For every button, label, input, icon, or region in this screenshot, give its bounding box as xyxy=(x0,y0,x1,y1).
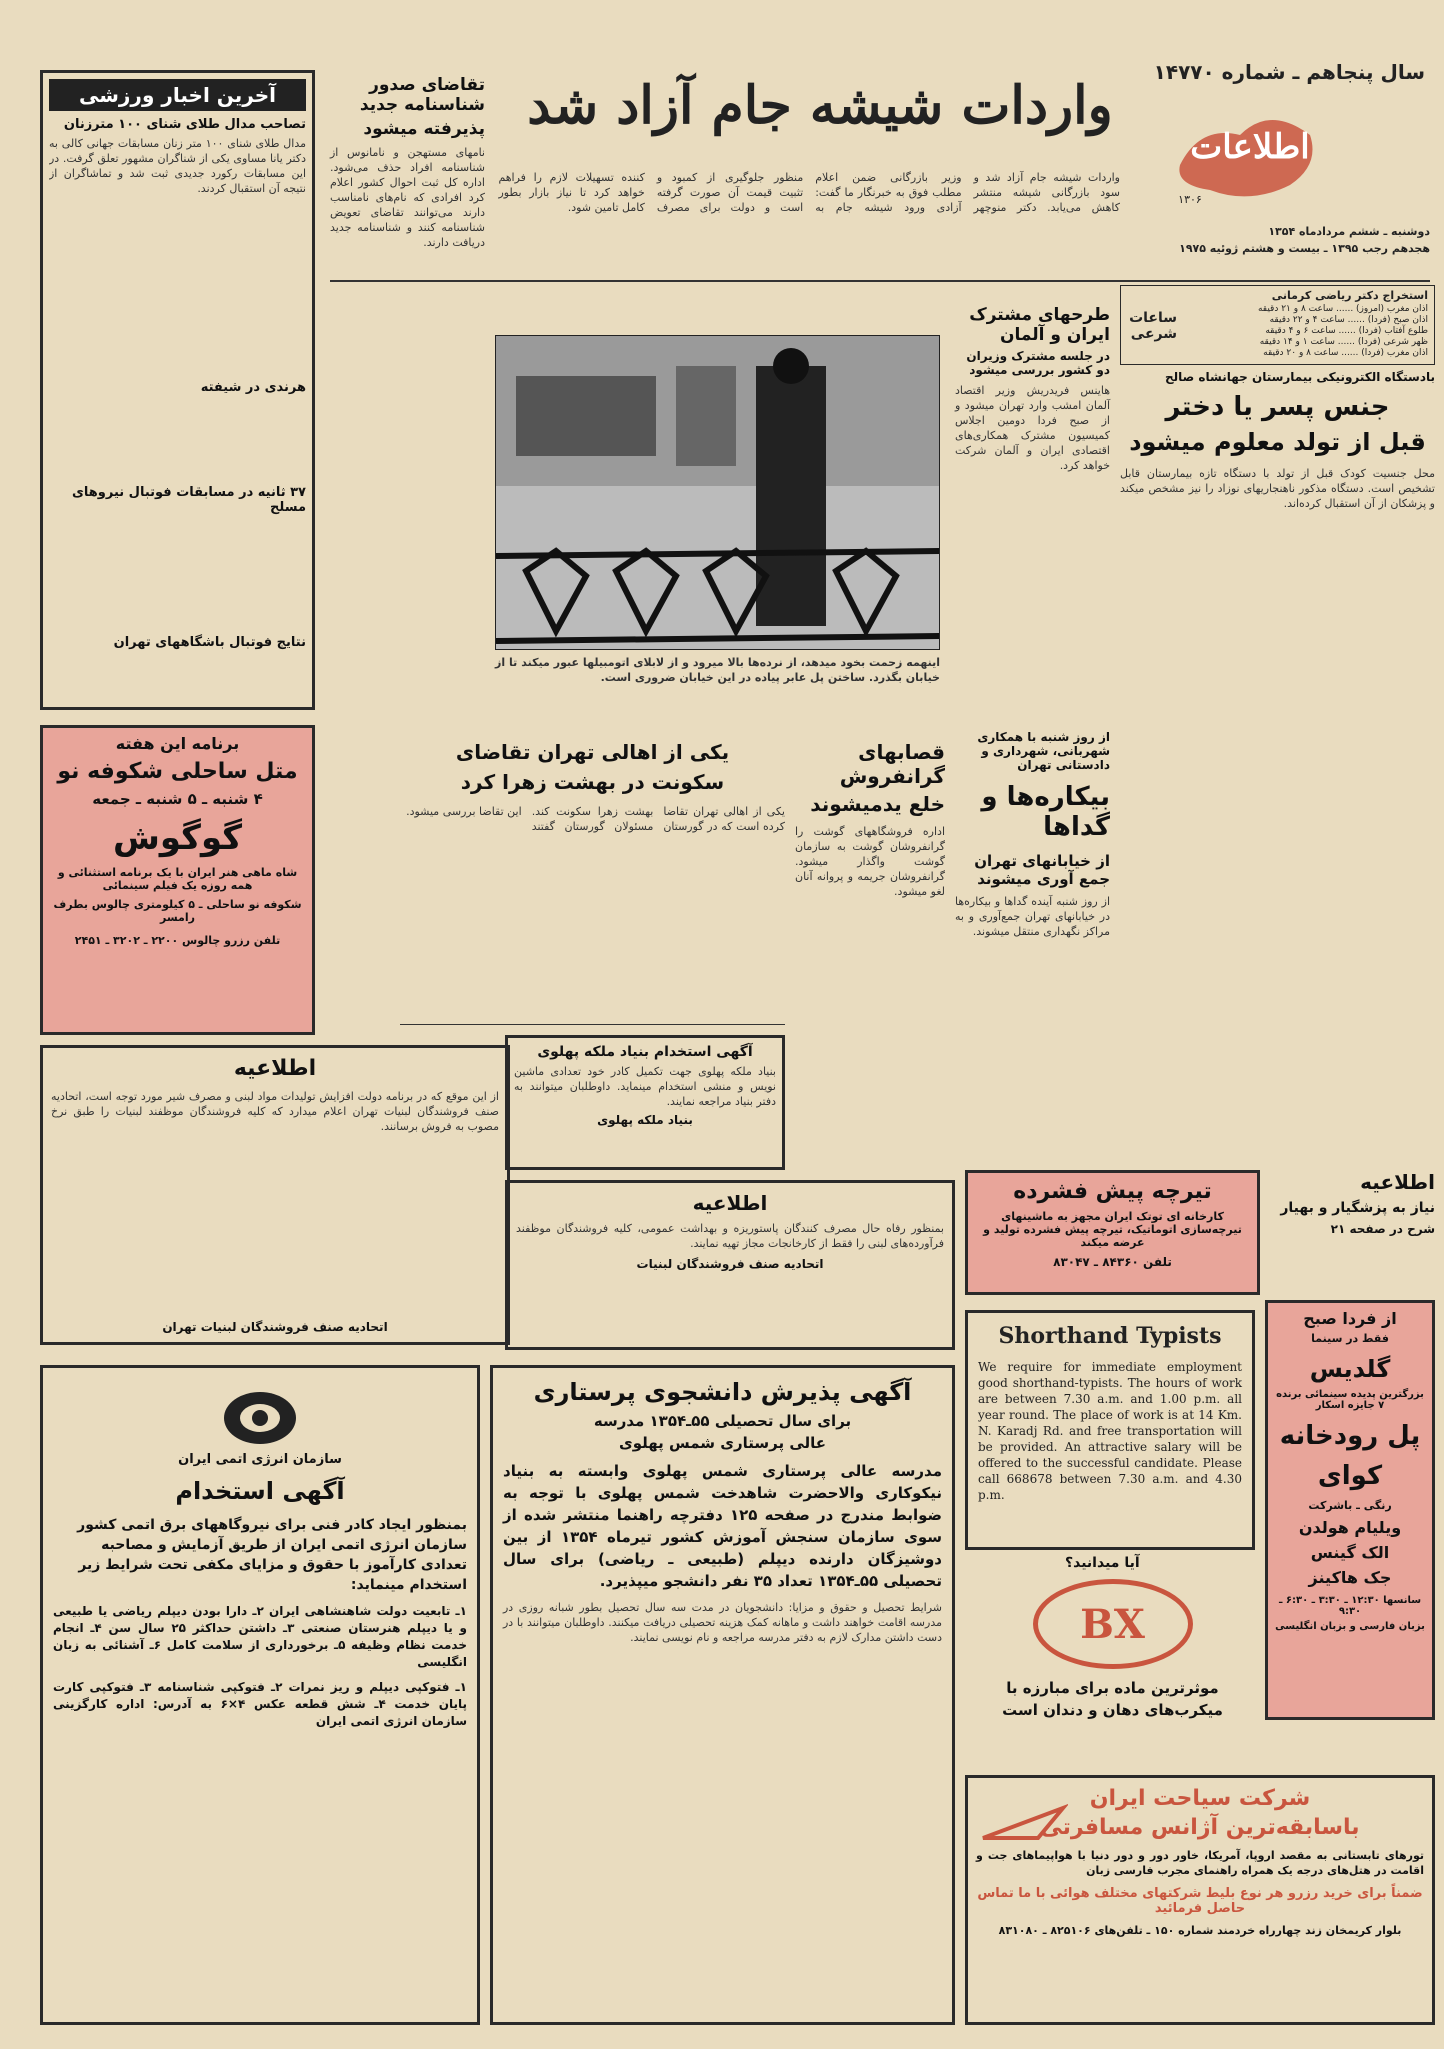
cinema-cast-3: جک هاکینز xyxy=(1308,1568,1392,1587)
program-ad xyxy=(40,725,315,1035)
beggars-article xyxy=(955,730,1110,1170)
butchers-title-2: خلع یدمیشوند xyxy=(810,792,945,816)
prayer-row: اذان مغرب (امروز) ...... ساعت ۸ و ۲۱ دقیقه xyxy=(1257,304,1428,314)
logo-year: ۱۳۰۶ xyxy=(1178,193,1202,206)
passport-subtitle: پذیرفته میشود xyxy=(363,119,485,139)
pahlavi-ad-body: بنیاد ملکه پهلوی جهت تکمیل کادر خود تعدادی ماشین نویس و منشی استخدام مینماید. داوطلبان میتوانند به دفتر بنیاد مراجعه نمایند. xyxy=(514,1065,776,1108)
cinema-cast-1: ویلیام هولدن xyxy=(1298,1518,1402,1537)
cinema-sub: فقط در سینما xyxy=(1311,1332,1389,1345)
main-headline: واردات شیشه جام آزاد شد xyxy=(527,75,1113,136)
gender-title: جنس پسر یا دختر xyxy=(1165,392,1390,422)
prayer-row: اذان مغرب (فردا) ...... ساعت ۸ و ۲۰ دقیقه xyxy=(1263,348,1428,358)
travel-ad xyxy=(965,1775,1435,2025)
iran-germany-body: هاینس فریدریش وزیر اقتصاد آلمان امشب وارد تهران میشود و از صبح فردا دومین اجلاس کمیسیون مشترک همکاری‌های اقتصادی ایران و آلمان شرکت خواهد کرد. xyxy=(955,384,1110,472)
pahlavi-ad xyxy=(505,1035,785,1170)
nursing-body: شرایط تحصیل و حقوق و مزایا: دانشجویان در مدت سه سال تحصیل بطور شبانه روزی در مدرسه اقامت خواهند داشت و ماهانه کمک هزینه تحصیلی دریافت میکنند. داوطلبان میتوانند با در دست داشتن مدارک لازم به دفتر مدرسه مراجعه و نام نویسی نمایند. xyxy=(503,1601,942,1644)
notice-pasteurized-title: اطلاعیه xyxy=(692,1191,768,1215)
sports-headline-4: نتایج فوتبال باشگاههای تهران xyxy=(113,635,306,650)
travel-address: بلوار کریمخان زند چهارراه خردمند شماره ۱۵۰ ـ تلفن‌های ۸۲۵۱۰۶ ـ ۸۳۱۰۸۰ xyxy=(998,1924,1402,1937)
shorthand-body: We require for immediate employment good shorthand-typists. The hours of work are between 7.30 a.m. and 1.00 p.m. all year round. The place of work is at 14 Km. N. Karadj Rd. and free transportation will be provided. An attractive salary will be offered to the successful candidate. Please call 668678 between 7.30 a.m. and 4.30 p.m. xyxy=(978,1360,1242,1502)
pahlavi-ad-title: آگهی استخدام بنیاد ملکه پهلوی xyxy=(537,1044,753,1060)
notice-medic-body: نیاز به پزشگیار و بهیار xyxy=(1280,1200,1435,1216)
cinema-ad xyxy=(1265,1300,1435,1720)
butchers-article xyxy=(795,740,945,1170)
prayer-times-box xyxy=(1120,285,1435,365)
cinema-top: از فردا صبح xyxy=(1303,1309,1397,1328)
program-ad-show: متل ساحلی شکوفه نو xyxy=(57,759,298,784)
tire-ad-title: تیرچه پیش فشرده xyxy=(1013,1179,1212,1204)
logo-text: اطلاعات xyxy=(1190,127,1310,167)
atomic-ad xyxy=(40,1365,480,2025)
cinema-times: سانسها ۱۲:۳۰ ـ ۳:۳۰ ـ ۶:۳۰ ـ ۹:۳۰ xyxy=(1278,1595,1422,1617)
program-ad-phones: تلفن رزرو چالوس ۲۲۰۰ ـ ۳۲۰۲ ـ ۲۴۵۱ xyxy=(74,934,281,947)
cinema-cast-2: الک گینس xyxy=(1310,1543,1390,1562)
notice-medic-title: اطلاعیه xyxy=(1360,1170,1435,1194)
atomic-logo xyxy=(53,1388,467,1452)
bx-logo-icon xyxy=(1033,1579,1193,1669)
atomic-docs: ۱ـ فتوکپی دیپلم و ریز نمرات ۲ـ فتوکپی شناسنامه ۳ـ فتوکپی کارت پایان خدمت ۴ـ شش قطعه عکس ۴×۶ به آدرس: اداره کارگزینی سازمان انرژی اتمی ایران xyxy=(53,1680,467,1728)
notice-pasteurized xyxy=(505,1180,955,1350)
bx-logo-text: BX xyxy=(1080,1600,1145,1648)
nursing-sub-2: عالی پرستاری شمس پهلوی xyxy=(618,1434,827,1452)
nursing-sub: برای سال تحصیلی ۵۵ـ۱۳۵۴ مدرسه xyxy=(593,1412,852,1430)
cinema-film: پل رودخانه xyxy=(1279,1421,1421,1451)
prayer-title: استخراج دکتر ریاضی کرمانی xyxy=(1271,289,1428,302)
passport-body: نامهای مستهجن و نامانوس از شناسنامه افراد حذف می‌شود. اداره کل ثبت احوال کشور اعلام کرد افرادی که نام‌های نامناسب دارند می‌توانند تقاضای تعویض شناسنامه کنند و شناسنامه جدید دریافت دارند. xyxy=(330,146,485,249)
gender-kicker: بادستگاه الکترونیکی بیمارستان جهانشاه صالح xyxy=(1164,370,1435,384)
sports-headline-1: تصاحب مدال طلای شنای ۱۰۰ مترزنان xyxy=(63,117,306,132)
cinema-lang: بزبان فارسی و بزبان انگلیسی xyxy=(1275,1621,1425,1632)
passport-article xyxy=(330,75,485,755)
nursing-title: آگهی پذیرش دانشجوی پرستاری xyxy=(533,1378,912,1406)
atomic-lead: بمنظور ایجاد کادر فنی برای نیروگاههای برق اتمی کشور سازمان انرژی اتمی ایران از طریق آزمایش و مصاحبه تعدادی کارآموز با حقوق و مزایای مکفی تحت شرایط زیر استخدام مینماید: xyxy=(77,1517,467,1593)
program-ad-title: برنامه این هفته xyxy=(115,734,240,753)
notice-dairy-body: از این موقع که در برنامه دولت افزایش تولیدات مواد لبنی و مصرف شیر مورد توجه است، اتحادیه صنف فروشندگان لبنیات تهران اعلام میدارد که کلیه فروشندگان موظفند لبنیات را طبق نرخ مصوب به فروش برسانند. xyxy=(51,1090,499,1133)
nursing-lead: مدرسه عالی پرستاری شمس پهلوی وابسته به بنیاد نیکوکاری والاحضرت شاهدخت شمس پهلوی با توجه به ضوابط مندرج در صفحه ۱۲۵ دفترچه راهنما منتشر شده از سوی سازمان سنجش آموزش کشور تیرماه ۱۳۵۴ از بین دوشیزگان دارنده دیپلم (طبیعی ـ ریاضی) برای سال تحصیلی ۵۵ـ۱۳۵۴ تعداد ۳۵ نفر دانشجو میپذیرد. xyxy=(503,1462,942,1590)
beggars-title: بیکاره‌ها و گداها xyxy=(981,782,1110,842)
butchers-body: اداره فروشگاههای گوشت را گرانفروشان گوشت به سازمان گوشت واگذار میشود. گرانفروشان جریمه و پروانه آنان لغو میشود. xyxy=(795,825,945,898)
cinema-color: رنگی ـ باشرکت xyxy=(1308,1499,1392,1512)
sports-box xyxy=(40,70,315,710)
travel-promo: ضمناً برای خرید رزرو هر نوع بلیط شرکتهای مختلف هوائی با ما تماس حاصل فرمائید xyxy=(977,1886,1423,1916)
airplane-icon xyxy=(978,1793,1068,1853)
prayer-row: طلوع آفتاب (فردا) ...... ساعت ۶ و ۴ دقیقه xyxy=(1265,326,1428,336)
notice-medic-ref: شرح در صفحه ۲۱ xyxy=(1330,1222,1435,1236)
photo-street-scene-icon xyxy=(496,336,940,650)
cinema-name: گلدیس xyxy=(1309,1355,1391,1383)
nursing-ad xyxy=(490,1365,955,2025)
beggars-body: از روز شنبه آینده گداها و بیکاره‌ها در خیابانهای تهران جمع‌آوری و به مراکز نگهداری منتقل میشوند. xyxy=(955,895,1110,938)
program-ad-artist: گوگوش xyxy=(112,818,243,858)
headline-lead: واردات شیشه جام آزاد شد و سود بازرگانی شیشه منتشر کاهش می‌یابد. دکتر منوچهر وزیر بازرگانی ضمن اعلام مطلب فوق به خبرنگار ما گفت: آزادی ورود شیشه جام به منظور جلوگیری از کمبود و تثبیت قیمت آن صورت گرفته است و دولت برای مصرف کننده تسهیلات لازم را فراهم خواهد کرد تا نیاز بازار بطور کامل تامین شود. xyxy=(498,171,1120,214)
gender-title-2: قبل از تولد معلوم میشود xyxy=(1129,428,1426,456)
tire-ad xyxy=(965,1170,1260,1295)
cemetery-title-2: سکونت در بهشت زهرا کرد xyxy=(460,770,725,794)
travel-body: تورهای تابستانی به مقصد اروپا، آمریکا، خاور دور و دور دنیا با هواپیماهای جت و اقامت در هتل‌های درجه یک همراه راهنمای مجرب فارسی زبان xyxy=(976,1849,1424,1877)
notice-pasteurized-body: بمنظور رفاه حال مصرف کنندگان پاستوریزه و بهداشت عمومی، کلیه فروشندگان موظفند فرآورده‌های لبنی را فقط از کارخانجات مجاز تهیه نمایند. xyxy=(516,1222,944,1250)
date-line: دوشنبه ـ ششم مردادماه ۱۳۵۴ xyxy=(1268,225,1430,238)
cinema-desc: بزرگترین پدیده سینمائی برنده ۷ جایزه اسکار xyxy=(1276,1389,1424,1411)
bx-ad xyxy=(965,1555,1260,1770)
photo-caption: اینهمه زحمت بخود میدهد، از نرده‌ها بالا میرود و از لابلای اتومبیلها عبور میکند تا از خیابان بگذرد. ساختن پل عابر پیاده در این خیابان ضروری است. xyxy=(495,656,940,684)
atomic-conditions: ۱ـ تابعیت دولت شاهنشاهی ایران ۲ـ دارا بودن دیپلم ریاضی یا طبیعی و یا دیپلم هنرستان صنعتی ۳ـ داشتن حداکثر ۲۵ سال سن ۴ـ انجام خدمت نظام وظیفه ۵ـ برخورداری از سلامت کامل ۶ـ آشنائی به زبان انگلیسی xyxy=(53,1604,467,1669)
bx-line-2: میکرب‌های دهان و دندان است xyxy=(1002,1701,1223,1719)
notice-pasteurized-sign: اتحادیه صنف فروشندگان لبنیات xyxy=(636,1257,824,1271)
cemetery-body: یکی از اهالی تهران تقاضا کرده است که در گورستان بهشت زهرا سکونت کند. مسئولان گورستان گفتند این تقاضا بررسی میشود. xyxy=(406,805,785,833)
notice-medic xyxy=(1270,1170,1435,1280)
prayer-label: ساعات شرعی xyxy=(1129,310,1177,342)
prayer-row: اذان صبح (فردا) ...... ساعت ۴ و ۲۲ دقیقه xyxy=(1269,315,1428,325)
notice-dairy xyxy=(40,1045,510,1345)
butchers-title: قصابهای گرانفروش xyxy=(839,740,945,788)
cemetery-title: یکی از اهالی تهران تقاضای xyxy=(455,740,730,764)
program-ad-location: شکوفه نو ساحلی ـ ۵ کیلومتری چالوس بطرف رامسر xyxy=(53,898,302,924)
atom-logo-icon xyxy=(220,1388,300,1448)
gender-article xyxy=(1120,370,1435,720)
shorthand-title: Shorthand Typists xyxy=(998,1323,1222,1349)
gender-body: محل جنسیت کودک قبل از تولد با دستگاه تازه بیمارستان قابل تشخیص است. دستگاه مذکور ناهنجاریهای نوزاد را نیز مشخص میکند و پزشکان از آن استقبال کرده‌اند. xyxy=(1120,467,1435,510)
sports-body: مدال طلای شنای ۱۰۰ متر زنان مسابقات جهانی کالی به دکتر یانا مساوی یکی از شناگران مشهور تعلق گرفت. در این مسابقات رکورد جدیدی ثبت شد و تماشاگران از نتیجه آن استقبال کردند. xyxy=(49,137,306,195)
prayer-rows xyxy=(1188,304,1428,359)
sports-headline-2: هرندی در شیفته xyxy=(200,380,306,395)
passport-title: تقاضای صدور شناسنامه جدید xyxy=(359,75,485,115)
issue-line: سال پنجاهم ـ شماره ۱۴۷۷۰ xyxy=(1153,60,1425,84)
iran-germany-article xyxy=(955,305,1110,725)
beggars-kicker: از روز شنبه با همکاری شهربانی، شهرداری و دادستانی تهران xyxy=(977,730,1110,772)
iran-germany-title: طرحهای مشترک ایران و آلمان xyxy=(969,305,1110,345)
date-line-2: هجدهم رجب ۱۳۹۵ ـ بیست و هشتم ژوئیه ۱۹۷۵ xyxy=(1179,242,1430,255)
sports-title: آخرین اخبار ورزشی xyxy=(49,79,306,111)
notice-dairy-title: اطلاعیه xyxy=(233,1056,317,1081)
travel-title: شرکت سیاحت ایران xyxy=(1089,1786,1311,1811)
travel-slogan: باسابقه‌ترین آژانس مسافرتی xyxy=(1040,1815,1360,1840)
atomic-org: سازمان انرژی اتمی ایران xyxy=(178,1452,342,1467)
pahlavi-ad-sign: بنیاد ملکه پهلوی xyxy=(597,1113,693,1127)
prayer-row: ظهر شرعی (فردا) ...... ساعت ۱ و ۱۴ دقیقه xyxy=(1259,337,1428,347)
atomic-title: آگهی استخدام xyxy=(175,1477,345,1505)
tire-ad-phone: تلفن ۸۴۳۶۰ ـ ۸۳۰۴۷ xyxy=(1053,1255,1172,1269)
iran-germany-subtitle: در جلسه مشترک وزیران دو کشور بررسی میشود xyxy=(966,349,1110,377)
program-ad-days: ۴ شنبه ـ ۵ شنبه ـ جمعه xyxy=(92,790,263,808)
sports-headline-3: ۳۷ ثانیه در مسابقات فوتبال نیروهای مسلح xyxy=(71,485,306,515)
beggars-subtitle: از خیابانهای تهران جمع آوری میشوند xyxy=(974,852,1110,888)
cinema-film-2: کوای xyxy=(1317,1461,1383,1491)
bx-line-1: موثرترین ماده برای مبارزه با xyxy=(1006,1679,1219,1697)
bx-question: آیا میدانید؟ xyxy=(1065,1555,1140,1571)
program-ad-desc: شاه ماهی هنر ایران با یک برنامه استثنائی و همه روزه یک فیلم سینمائی xyxy=(57,866,298,892)
tire-ad-body: کارخانه ای توتک ایران مجهز به ماشینهای تیرچه‌سازی اتوماتیک، تیرچه پیش فشرده تولید و عرضه میکند xyxy=(983,1210,1242,1249)
notice-dairy-sign: اتحادیه صنف فروشندگان لبنیات تهران xyxy=(162,1320,388,1334)
cemetery-article xyxy=(400,740,785,1025)
news-photo xyxy=(495,335,940,650)
shorthand-ad xyxy=(965,1310,1255,1550)
newspaper-logo xyxy=(1170,95,1330,215)
